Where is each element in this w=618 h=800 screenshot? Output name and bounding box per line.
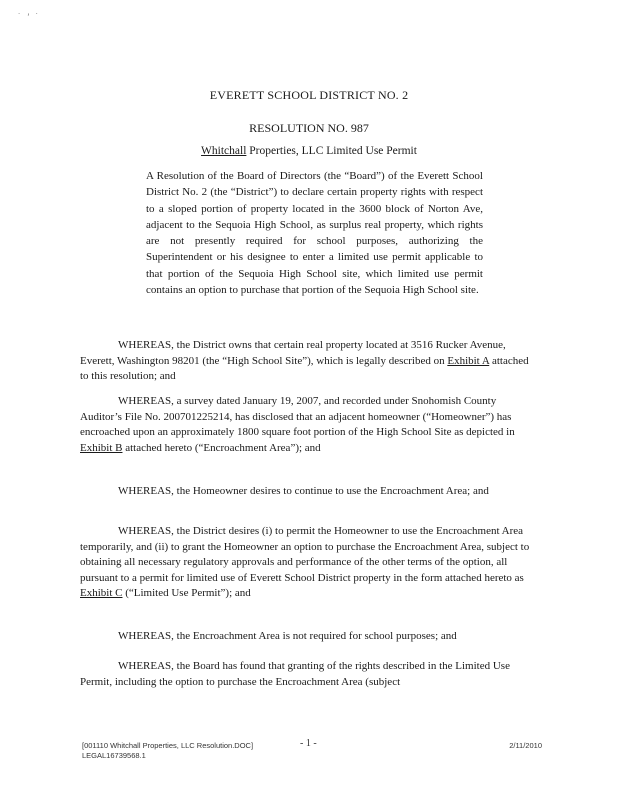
- page-number: - 1 -: [300, 738, 317, 749]
- exhibit-b-ref: Exhibit B: [80, 441, 123, 454]
- footer-legal-id: LEGAL16739568.1: [82, 751, 146, 760]
- p4-text-b: (“Limited Use Permit”); and: [122, 587, 251, 599]
- p4-text-a: WHEREAS, the District desires (i) to permit the Homeowner to use the Encroachment Area temporarily, and (ii) to grant the Homeowner an option to purchase the Encroachment Area, subject to obtaining all necessary regulatory approvals and performance of the other terms of the option, all pursuant to a permit for limited use of Everett School District property in the form attached hereto as: [80, 525, 530, 584]
- whereas-paragraph-1: [80, 338, 535, 385]
- whereas-paragraph-6: [80, 659, 535, 690]
- p2-text-a: WHEREAS, a survey dated January 19, 2007, and recorded under Snohomish County Auditor’s File No. 200701225214, has disclosed that an adjacent homeowner (“Homeowner”) has encroached upon an approximately 1800 square foot portion of the High School Site as depicted in: [80, 395, 515, 438]
- exhibit-c-ref: Exhibit C: [80, 587, 123, 599]
- p2-text-b: attached hereto (“Encroachment Area”); and: [122, 441, 321, 454]
- p5-text: WHEREAS, the Encroachment Area is not required for school purposes; and: [118, 630, 457, 642]
- district-title: EVERETT SCHOOL DISTRICT NO. 2: [209, 88, 409, 102]
- p3-text: WHEREAS, the Homeowner desires to continue to use the Encroachment Area; and: [118, 485, 489, 497]
- whereas-paragraph-5: [80, 629, 535, 645]
- whereas-paragraph-3: [80, 484, 535, 500]
- subject-underlined: Whitchall: [201, 145, 247, 157]
- whereas-paragraph-4: [80, 524, 535, 602]
- resolution-subject: [0, 145, 618, 157]
- footer-file-info: [82, 741, 253, 761]
- p6-text: WHEREAS, the Board has found that granting of the rights described in the Limited Use Permit, including the option to purchase the Encroachment Area (subject: [80, 660, 510, 688]
- p1-text-a: WHEREAS, the District owns that certain real property located at 3516 Rucker Avenue, Everett, Washington 98201 (the “High School Site”), which is legally described on: [80, 339, 506, 367]
- subject-rest: Properties, LLC Limited Use Permit: [246, 145, 417, 157]
- p1-text-b: attached to this resolution; and: [80, 354, 529, 382]
- resolution-number: RESOLUTION NO. 987: [249, 121, 369, 135]
- whereas-paragraph-2: [80, 394, 535, 456]
- footer-file-name: [001110 Whitchall Properties, LLC Resolution.DOC]: [82, 741, 254, 750]
- footer-date: 2/11/2010: [509, 741, 542, 750]
- resolution-summary: A Resolution of the Board of Directors (the “Board”) of the Everett School District No. 2 (the “District”) to declare certain property rights with respect to a sloped portion of property located in the 3600 block of Norton Ave, adjacent to the Sequoia High School, as surplus real property, which rights are not presently required for school purposes, authorizing the Superintendent or his designee to enter a limited use permit applicable to that portion of the Sequoia High School site, which limited use permit contains an option to purchase that portion of the Sequoia High School site.: [146, 170, 483, 297]
- scan-specks: ˙ ′ ˙: [18, 12, 41, 22]
- exhibit-a-ref: Exhibit A: [447, 354, 490, 367]
